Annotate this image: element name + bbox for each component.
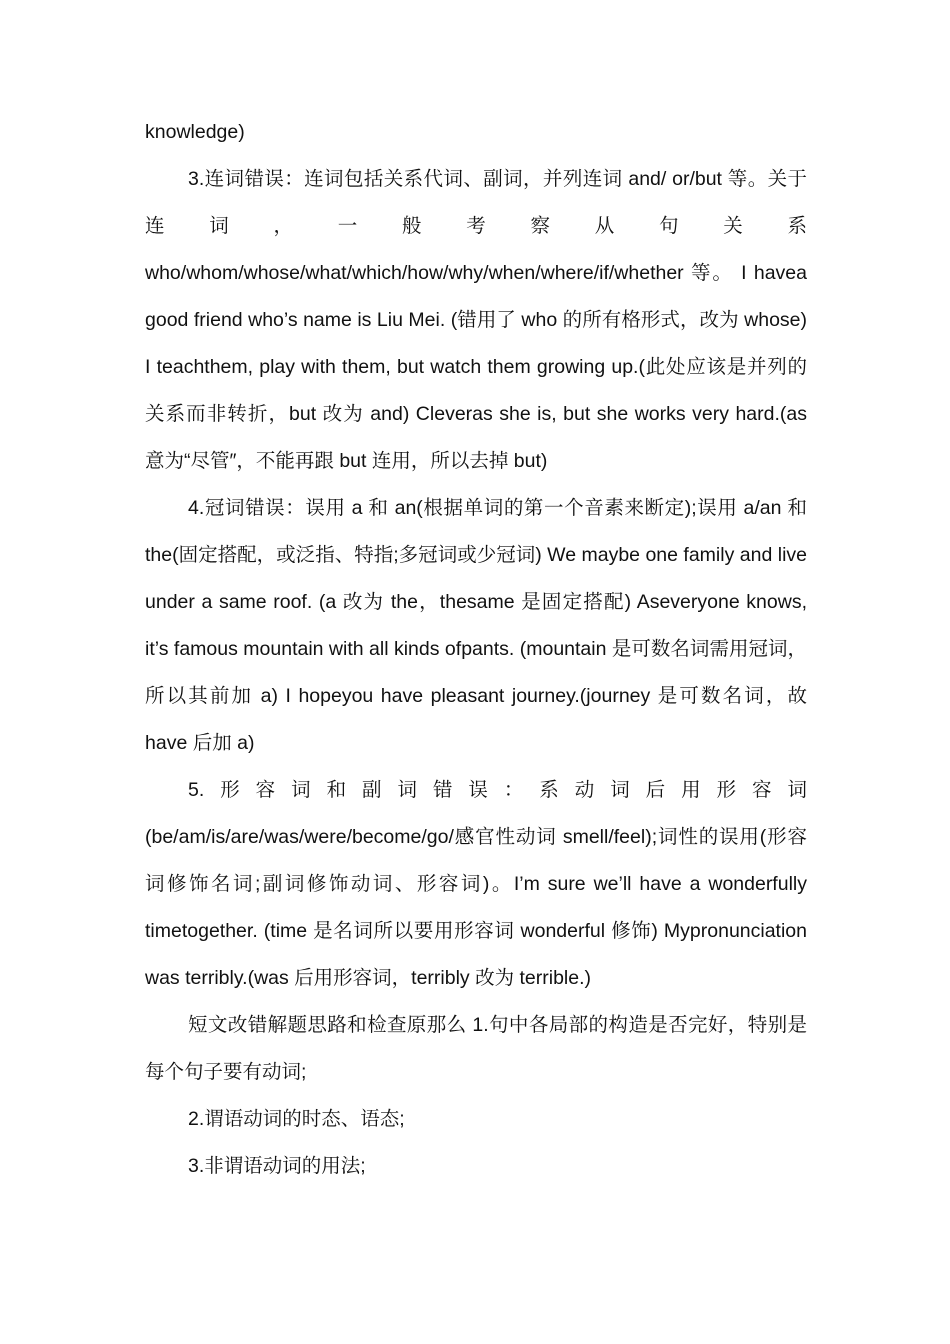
paragraph-adjective-adverb-errors: 5.形容词和副词错误：系动词后用形容词(be/am/is/are/was/were/become/go/感官性动词 smell/feel);词性的误用(形容词修饰名词;副词修饰动词、形容词)。I’m sure we’ll have a wonderfully timetogether. (time 是名词所以要用形容词 wonderful 修饰) Mypronunciation was terribly.(was 后用形容词，terribly 改为 terrible.) xyxy=(145,779,807,989)
paragraph-article-errors: 4.冠词错误：误用 a 和 an(根据单词的第一个音素来断定);误用 a/an 和 the(固定搭配，或泛指、特指;多冠词或少冠词) We maybe one family and live under a same roof. (a 改为 the，thesame 是固定搭配) Aseveryone knows, it’s famous mountain with all kinds ofpants. (mountain 是可数名词需用冠词，所以其前加 a) I hopeyou have pleasant journey.(journey 是可数名词，故 have 后加 a) xyxy=(145,497,807,754)
paragraph-point-3: 3.非谓语动词的用法; xyxy=(188,1155,366,1177)
paragraph-checking-principles: 短文改错解题思路和检查原那么 1.句中各局部的构造是否完好，特别是每个句子要有动词; xyxy=(145,1014,807,1083)
paragraph-point-2: 2.谓语动词的时态、语态; xyxy=(188,1108,405,1130)
document-body xyxy=(145,109,807,1190)
paragraph-conjunction-errors: 3.连词错误：连词包括关系代词、副词，并列连词 and/ or/but 等。关于连词，一般考察从句关系 who/whom/whose/what/which/how/why/when/where/if/whether 等。 I havea good friend who’s name is Liu Mei. (错用了 who 的所有格形式，改为 whose) I teachthem, play with them, but watch them growing up.(此处应该是并列的关系而非转折，but 改为 and) Cleveras she is, but she works very hard.(as 意为“尽管″，不能再跟 but 连用，所以去掉 but) xyxy=(145,168,807,472)
paragraph-continuation: knowledge) xyxy=(145,121,245,143)
